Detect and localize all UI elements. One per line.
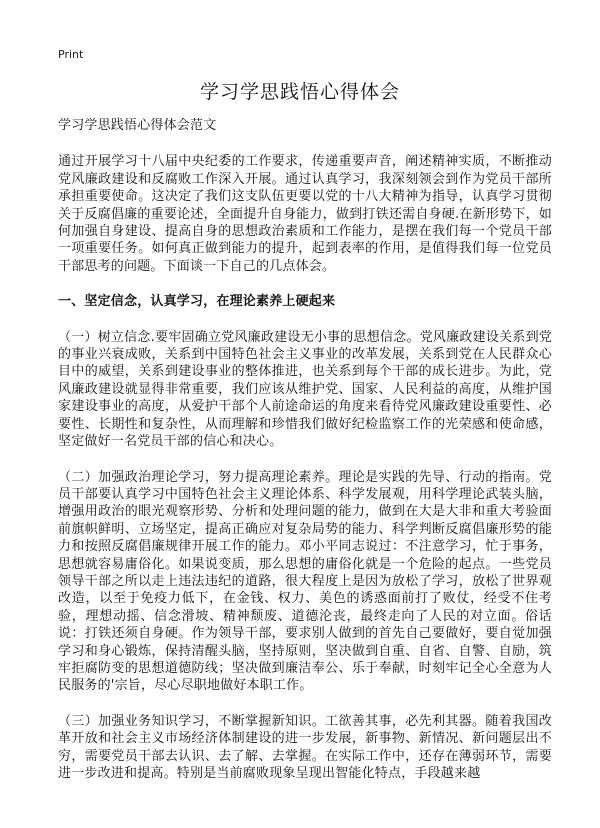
paragraph-belief: （一）树立信念.要牢固确立党风廉政建设无小事的思想信念。党风廉政建设关系到党的事业兴衰成败，关系到中国特色社会主义事业的改革发展，关系到党在人民群众心目中的威望，关系到建设事业的整体推进，也关系到每个干部的成长进步。为此，党风廉政建设就显得非常重要，我们应该从维护党、国家、人民利益的高度，从维护国家建设事业的高度，从爱护干部个人前途命运的角度来看待党风廉政建设重要性、必要性、长期性和复杂性，从而理解和珍惜我们做好纪检监察工作的光荣感和使命感，坚定做好一名党员干部的信心和决心。	[58, 329, 552, 450]
article-body	[58, 117, 552, 800]
paragraph-theory-study: （二）加强政治理论学习，努力提高理论素养。理论是实践的先导、行动的指南。党员干部要认真学习中国特色社会主义理论体系、科学发展观，用科学理论武装头脑，增强用政治的眼光观察形势、分析和处理问题的能力，做到在大是大非和重大考验面前旗帜鲜明、立场坚定，提高正确应对复杂局势的能力、科学判断反腐倡廉形势的能力和按照反腐倡廉规律开展工作的能力。邓小平同志说过：不注意学习，忙于事务，思想就容易庸俗化。如果说变质，那么思想的庸俗化就是一个危险的起点。一些党员领导干部之所以走上违法违纪的道路，很大程度上是因为放松了学习，放松了世界观改造，以至于免疫力低下，在金钱、权力、美色的诱惑面前打了败仗，经受不住考验，理想动摇、信念滑坡、精神颓废、道德沦丧，最终走向了人民的对立面。俗话说：打铁还须自身硬。作为领导干部，要求别人做到的首先自己要做好，要自觉加强学习和身心锻炼，保持清醒头脑，坚持原则，坚决做到自重、自省、自警、自励，筑牢拒腐防变的思想道德防线；坚决做到廉洁奉公、乐于奉献，时刻牢记全心全意为人民服务的'宗旨，尽心尽职地做好本职工作。	[58, 469, 552, 694]
article-subtitle: 学习学思践悟心得体会范文	[58, 118, 217, 133]
section-heading: 一、坚定信念，认真学习，在理论素养上硬起来	[58, 294, 336, 310]
paragraph-professional-study: （三）加强业务知识学习，不断掌握新知识。工欲善其事，必先利其器。随着我国改革开放和社会主义市场经济体制建设的进一步发展，新事物、新情况、新问题层出不穷，需要党员干部去认识、去了解、去掌握。在实际工作中，还存在薄弱环节，需要进一步改进和提高。特别是当前腐败现象呈现出智能化特点，手段越来越	[58, 713, 552, 781]
page-title: 学习学思践悟心得体会	[199, 81, 400, 103]
intro-paragraph: 通过开展学习十八届中央纪委的工作要求，传递重要声音，阐述精神实质，不断推动党风廉政建设和反腐败工作深入开展。通过认真学习，我深刻领会到作为党员干部所承担重要使命。这决定了我们这支队伍更要以党的十八大精神为指导，认真学习贯彻关于反腐倡廉的重要论述，全面提升自身能力，做到打铁还需自身硬.在新形势下，如何加强自身建设、提高自身的思想政治素质和工作能力，是摆在我们每一个党员干部一项重要任务。如何真正做到能力的提升，起到表率的作用，是值得我们每一位党员干部思考的问题。下面谈一下自己的几点体会。	[58, 154, 552, 274]
print-link[interactable]: Print	[58, 48, 84, 61]
